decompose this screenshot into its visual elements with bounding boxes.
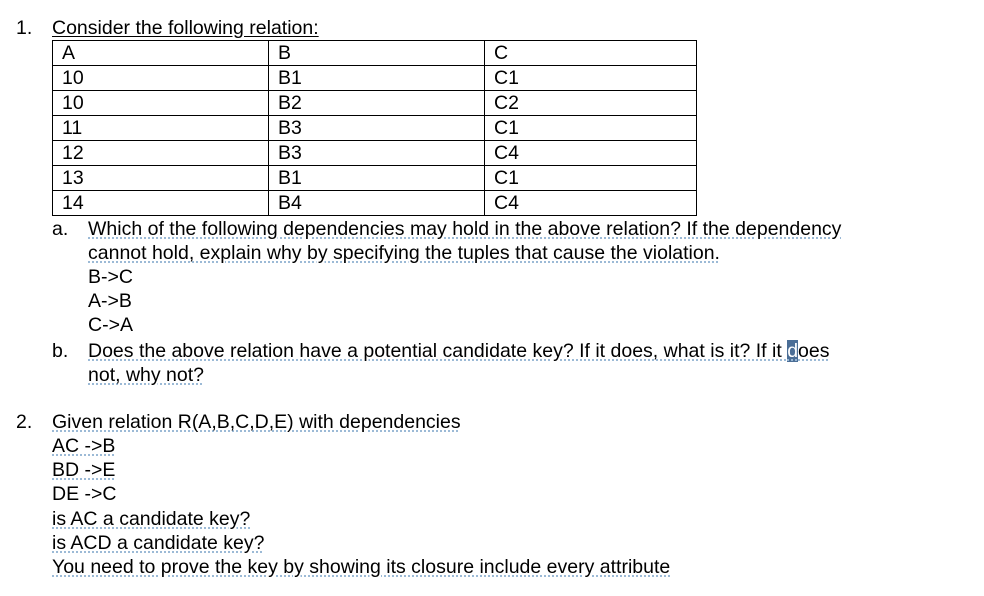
table-cell: 14 [53,191,269,216]
closure-instruction: You need to prove the key by showing its closure include every attribute [52,556,671,578]
table-row [53,91,697,116]
dependency-bd-e: BD ->E [52,459,116,481]
question-acd-candidate-key: is ACD a candidate key? [52,532,265,554]
table-cell: B1 [269,66,485,91]
question-2-number: 2. [16,411,33,433]
part-b-line-2: not, why not? [88,364,204,386]
table-cell: 10 [53,91,269,116]
table-cell: C4 [485,141,697,166]
question-2-prompt: Given relation R(A,B,C,D,E) with dependencies [52,411,461,433]
table-cell: B4 [269,191,485,216]
part-b-line-1 [88,339,830,363]
question-1-number: 1. [16,17,33,39]
dependency-ac-b: AC ->B [52,435,116,457]
table-row [53,66,697,91]
part-a-line-2: cannot hold, explain why by specifying the tuples that cause the violation. [88,242,720,264]
table-cell: C1 [485,116,697,141]
table-cell: C4 [485,191,697,216]
dependency-de-c: DE ->C [52,483,117,505]
table-cell: B1 [269,166,485,191]
table-cell: C1 [485,66,697,91]
table-cell: 11 [53,116,269,141]
question-1-prompt: Consider the following relation: [52,17,319,39]
relation-table [52,40,697,216]
header-cell-a: A [53,41,269,66]
table-row [53,116,697,141]
dependency-a-b: A->B [88,290,132,312]
table-cell: B2 [269,91,485,116]
table-row [53,166,697,191]
question-ac-candidate-key: is AC a candidate key? [52,508,251,530]
part-a-letter: a. [52,218,69,240]
table-cell: 13 [53,166,269,191]
table-cell: B3 [269,141,485,166]
header-cell-c: C [485,41,697,66]
dependency-c-a: C->A [88,314,133,336]
text-cursor-selection[interactable]: d [787,340,799,362]
dependency-b-c: B->C [88,266,133,288]
part-b-letter: b. [52,340,69,362]
table-cell: B3 [269,116,485,141]
part-a-line-1: Which of the following dependencies may hold in the above relation? If the dependency [88,218,842,240]
table-cell: C1 [485,166,697,191]
table-header-row [53,41,697,66]
table-cell: C2 [485,91,697,116]
part-b-line-1-text: Does the above relation have a potential candidate key? If it does, what is it? If it [88,340,788,362]
table-cell: 12 [53,141,269,166]
table-row [53,141,697,166]
header-cell-b: B [269,41,485,66]
table-cell: 10 [53,66,269,91]
part-b-line-1-end: oes [798,340,830,362]
table-row [53,191,697,216]
